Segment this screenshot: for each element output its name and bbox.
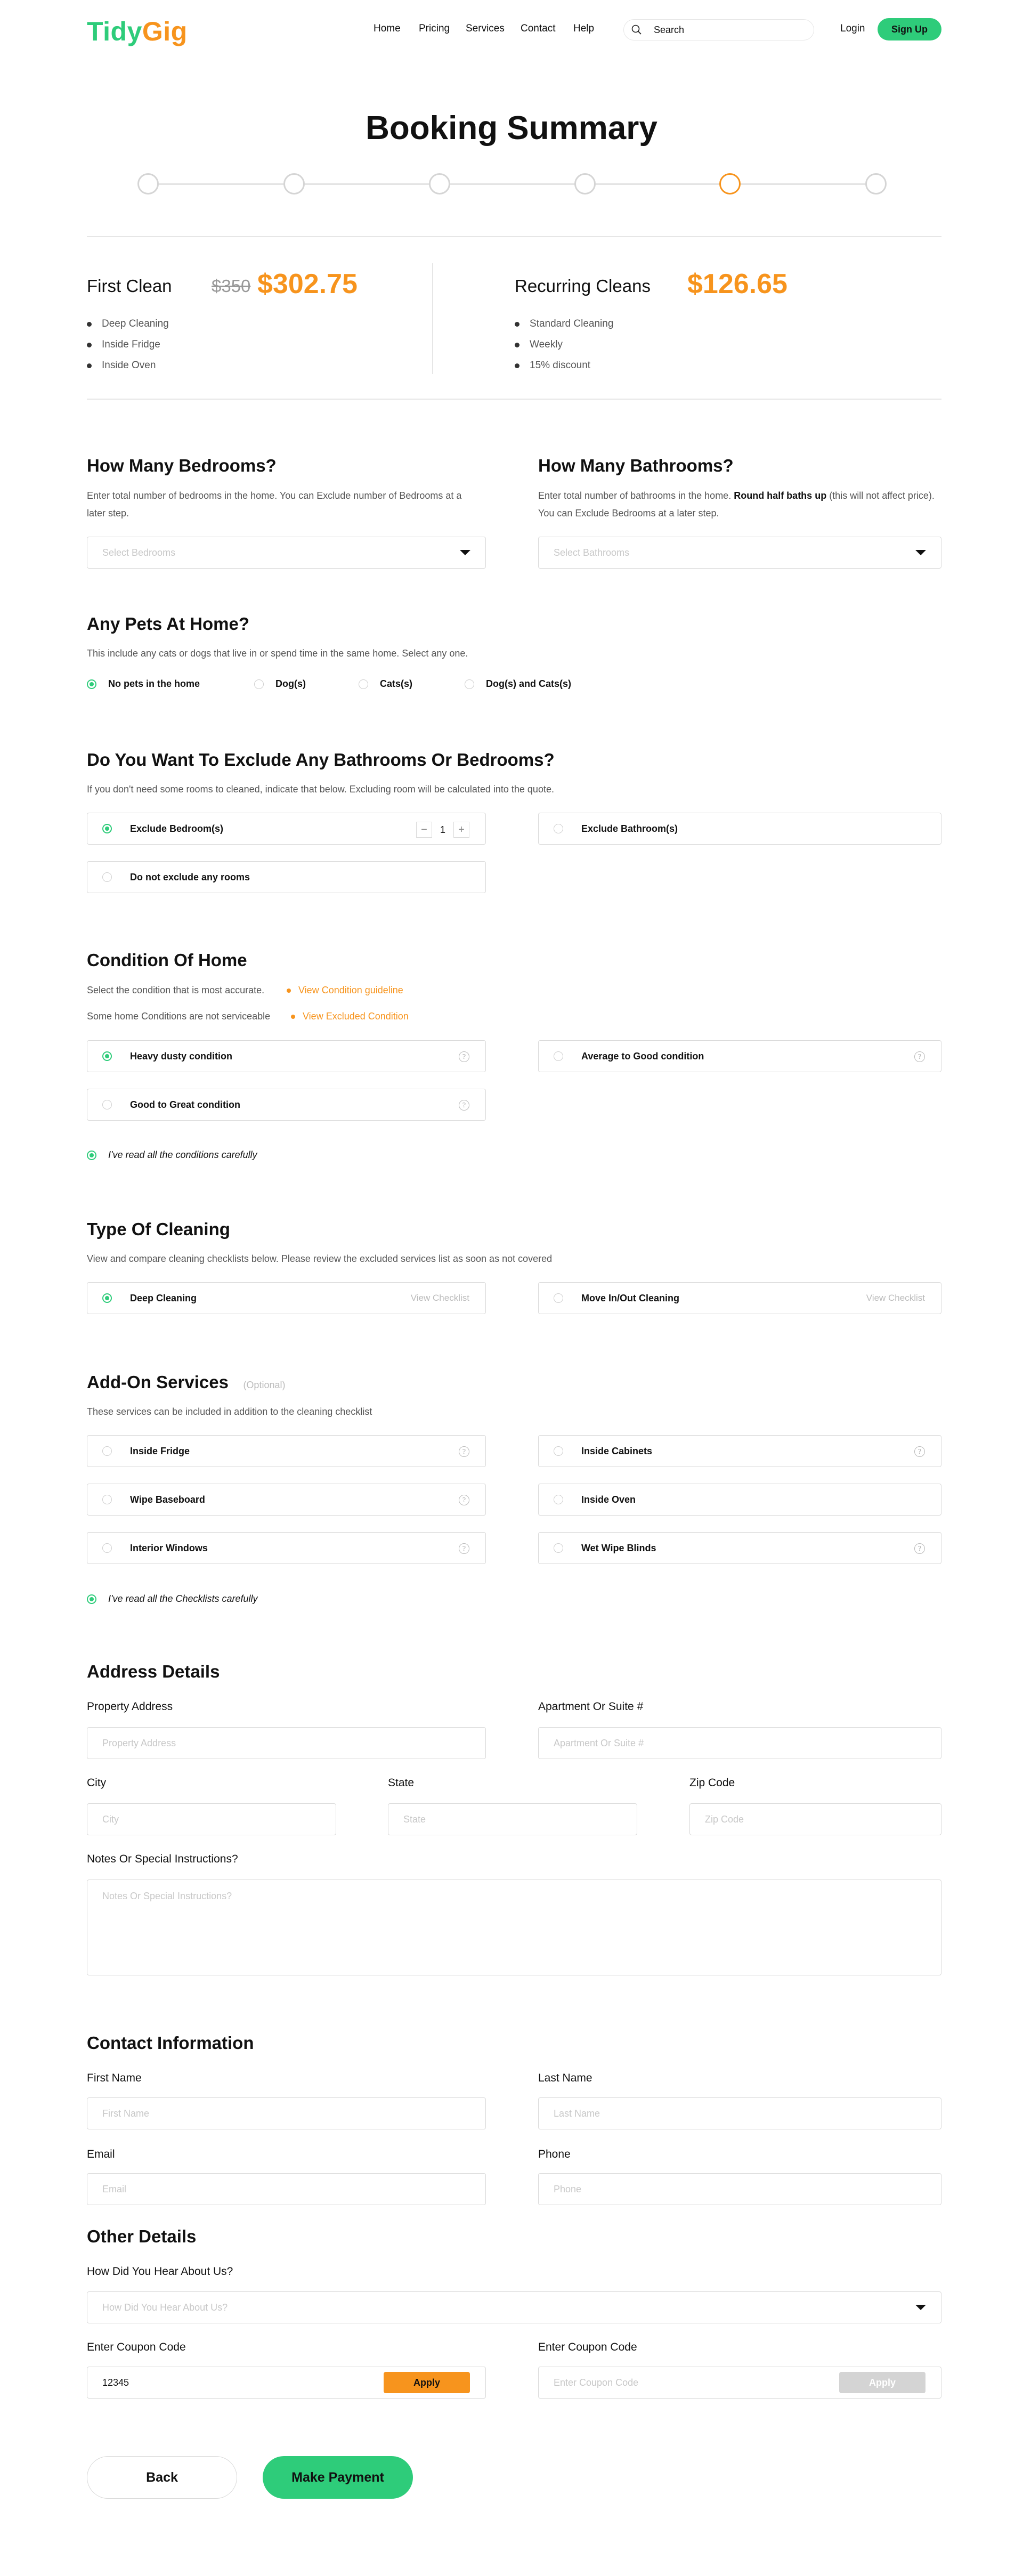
exclude-bathroom-option[interactable]	[538, 813, 941, 845]
exclude-bathroom-label: Exclude Bathroom(s)	[581, 823, 678, 834]
step-3	[429, 173, 450, 195]
info-icon[interactable]: ?	[914, 1446, 925, 1457]
radio	[465, 679, 474, 689]
search-box[interactable]	[623, 19, 814, 40]
recurring-price: $126.65	[687, 269, 787, 299]
nav-services[interactable]: Services	[466, 23, 505, 34]
bedrooms-desc: Enter total number of bedrooms in the home. You can Exclude number of Bedrooms at a later step.	[87, 490, 462, 519]
info-icon[interactable]: ?	[459, 1543, 469, 1554]
radio	[554, 824, 563, 833]
progress-line	[149, 183, 884, 185]
cleaning-type-desc: View and compare cleaning checklists below. Please review the excluded services list as soon as not covered	[87, 1253, 553, 1264]
state-label: State	[388, 1777, 415, 1789]
addon-inside-fridge[interactable]	[87, 1435, 486, 1467]
addon-label: Inside Fridge	[130, 1445, 190, 1456]
cleaning-option-label: Move In/Out Cleaning	[581, 1292, 680, 1303]
first-name-input[interactable]	[87, 2097, 486, 2129]
step-6	[865, 173, 887, 195]
radio-selected	[102, 1293, 112, 1303]
hear-select[interactable]	[87, 2291, 941, 2323]
condition-line-1: Select the condition that is most accurate.	[87, 985, 265, 995]
info-icon[interactable]: ?	[459, 1495, 469, 1505]
other-title: Other Details	[87, 2226, 197, 2246]
info-icon[interactable]: ?	[459, 1100, 469, 1111]
radio-selected	[87, 1594, 96, 1604]
exclude-desc: If you don't need some rooms to cleaned, indicate that below. Excluding room will be calculated into the quote.	[87, 784, 554, 795]
addon-label: Wipe Baseboard	[130, 1494, 205, 1505]
chevron-down-icon	[460, 550, 470, 555]
recurring-item: 15% discount	[530, 360, 591, 371]
chevron-down-icon	[915, 2305, 926, 2310]
hear-select-placeholder: How Did You Hear About Us?	[102, 2302, 228, 2313]
page-title: Booking Summary	[366, 110, 657, 147]
cleaning-option-deep[interactable]	[87, 1282, 486, 1314]
info-icon[interactable]: ?	[459, 1051, 469, 1062]
bullet-icon	[287, 989, 291, 993]
email-input[interactable]	[87, 2173, 486, 2205]
contact-title: Contact Information	[87, 2033, 254, 2053]
apartment-input[interactable]	[538, 1727, 941, 1759]
radio	[102, 1446, 112, 1456]
logo-part-2: Gig	[142, 17, 188, 46]
bedroom-stepper	[416, 822, 469, 838]
condition-option-label: Heavy dusty condition	[130, 1050, 233, 1062]
property-address-input[interactable]	[87, 1727, 486, 1759]
hear-label: How Did You Hear About Us?	[87, 2265, 233, 2278]
addon-wet-wipe-blinds[interactable]	[538, 1532, 941, 1564]
addons-confirm[interactable]: I've read all the Checklists carefully	[87, 1593, 258, 1605]
addon-label: Wet Wipe Blinds	[581, 1542, 656, 1553]
addon-label: Inside Oven	[581, 1494, 636, 1505]
back-button[interactable]: Back	[87, 2456, 237, 2499]
bedrooms-title: How Many Bedrooms?	[87, 456, 277, 475]
radio-selected	[102, 824, 112, 833]
notes-textarea[interactable]	[87, 1880, 941, 1975]
logo-part-1: Tidy	[87, 17, 142, 46]
step-2	[283, 173, 305, 195]
logo[interactable]	[87, 16, 188, 47]
condition-option-label: Good to Great condition	[130, 1099, 240, 1110]
info-icon[interactable]: ?	[459, 1446, 469, 1457]
radio	[554, 1446, 563, 1456]
step-1	[137, 173, 159, 195]
first-clean-price: $302.75	[257, 269, 358, 299]
exclude-title: Do You Want To Exclude Any Bathrooms Or Bedrooms?	[87, 750, 555, 769]
exclude-bedroom-label: Exclude Bedroom(s)	[130, 823, 224, 834]
condition-guideline-link[interactable]: View Condition guideline	[287, 985, 403, 996]
cleaning-option-label: Deep Cleaning	[130, 1292, 197, 1303]
nav-help[interactable]: Help	[573, 23, 595, 34]
addon-interior-windows[interactable]	[87, 1532, 486, 1564]
search-icon	[631, 25, 642, 35]
excluded-condition-link[interactable]: View Excluded Condition	[291, 1011, 409, 1022]
cleaning-type-title: Type Of Cleaning	[87, 1219, 230, 1239]
recurring-title: Recurring Cleans	[515, 276, 651, 296]
view-checklist-link[interactable]: View Checklist	[410, 1293, 469, 1303]
stepper-plus-button[interactable]: +	[453, 822, 469, 838]
radio	[554, 1543, 563, 1553]
notes-label: Notes Or Special Instructions?	[87, 1853, 238, 1865]
radio-selected	[87, 679, 96, 689]
first-name-label: First Name	[87, 2072, 142, 2084]
radio	[254, 679, 264, 689]
chevron-down-icon	[915, 550, 926, 555]
pet-option-dogs[interactable]: Dog(s)	[254, 678, 306, 690]
bathrooms-select-placeholder: Select Bathrooms	[554, 547, 630, 558]
zip-input[interactable]	[689, 1803, 941, 1835]
condition-option-heavy[interactable]	[87, 1040, 486, 1072]
city-input[interactable]	[87, 1803, 336, 1835]
zip-label: Zip Code	[689, 1777, 735, 1789]
addon-inside-oven[interactable]	[538, 1484, 941, 1516]
city-label: City	[87, 1777, 107, 1789]
apartment-label: Apartment Or Suite #	[538, 1700, 644, 1713]
recurring-item: Standard Cleaning	[530, 318, 614, 329]
login-link[interactable]: Login	[840, 23, 865, 34]
info-icon[interactable]: ?	[914, 1543, 925, 1554]
first-clean-item: Deep Cleaning	[102, 318, 169, 329]
view-checklist-link[interactable]: View Checklist	[866, 1293, 925, 1303]
stepper-minus-button[interactable]: −	[416, 822, 432, 838]
coupon-field-empty	[538, 2367, 941, 2399]
bedrooms-select[interactable]	[87, 537, 486, 569]
bathrooms-title: How Many Bathrooms?	[538, 456, 734, 475]
addon-label: Interior Windows	[130, 1542, 208, 1553]
last-name-input[interactable]	[538, 2097, 941, 2129]
search-input[interactable]	[654, 25, 808, 36]
addons-desc: These services can be included in addition to the cleaning checklist	[87, 1406, 372, 1417]
exclude-bedroom-option[interactable]	[87, 813, 486, 845]
bedrooms-select-placeholder: Select Bedrooms	[102, 547, 176, 558]
addons-optional: (Optional)	[243, 1380, 286, 1390]
email-label: Email	[87, 2148, 115, 2160]
signup-button[interactable]: Sign Up	[878, 18, 941, 40]
step-4	[574, 173, 596, 195]
addon-inside-cabinets[interactable]	[538, 1435, 941, 1467]
summary-divider	[432, 263, 433, 374]
coupon-label: Enter Coupon Code	[87, 2341, 186, 2353]
addon-wipe-baseboard[interactable]	[87, 1484, 486, 1516]
addons-title: Add-On Services (Optional)	[87, 1372, 286, 1392]
radio	[554, 1051, 563, 1061]
pet-option-cats[interactable]: Cats(s)	[359, 678, 412, 690]
condition-title: Condition Of Home	[87, 950, 247, 970]
exclude-none-option[interactable]	[87, 861, 486, 893]
condition-line-2: Some home Conditions are not serviceable	[87, 1011, 271, 1022]
apply-button-disabled[interactable]: Apply	[839, 2372, 925, 2393]
radio	[554, 1293, 563, 1303]
stepper-value: 1	[440, 824, 445, 835]
last-name-label: Last Name	[538, 2072, 592, 2084]
nav-contact[interactable]: Contact	[521, 23, 556, 34]
apply-button[interactable]: Apply	[384, 2372, 470, 2393]
pet-option-dogs-cats[interactable]: Dog(s) and Cats(s)	[465, 678, 571, 690]
recurring-item: Weekly	[530, 339, 563, 350]
cleaning-option-move[interactable]	[538, 1282, 941, 1314]
bathrooms-select[interactable]	[538, 537, 941, 569]
state-input[interactable]	[388, 1803, 637, 1835]
coupon-field-filled	[87, 2367, 486, 2399]
condition-confirm[interactable]: I've read all the conditions carefully	[87, 1149, 257, 1161]
first-clean-item: Inside Oven	[102, 360, 156, 371]
pet-option-none[interactable]: No pets in the home	[87, 678, 200, 690]
radio-selected	[87, 1151, 96, 1160]
radio	[102, 1543, 112, 1553]
bathrooms-desc: Enter total number of bathrooms in the home. Round half baths up (this will not affect price). You can Exclude Bedrooms at a later step.	[538, 490, 935, 519]
nav-home[interactable]: Home	[374, 23, 401, 34]
phone-label: Phone	[538, 2148, 571, 2160]
coupon-label: Enter Coupon Code	[538, 2341, 637, 2353]
first-clean-title: First Clean	[87, 276, 172, 296]
first-clean-item: Inside Fridge	[102, 339, 160, 350]
step-5-active	[719, 173, 741, 195]
radio	[102, 1100, 112, 1109]
pets-title: Any Pets At Home?	[87, 614, 249, 634]
radio	[102, 872, 112, 882]
make-payment-button[interactable]: Make Payment	[263, 2456, 413, 2499]
condition-option-good[interactable]	[87, 1089, 486, 1121]
condition-option-average[interactable]	[538, 1040, 941, 1072]
radio	[359, 679, 368, 689]
phone-input[interactable]	[538, 2173, 941, 2205]
divider	[87, 236, 941, 237]
bullet-icon	[291, 1015, 295, 1019]
property-address-label: Property Address	[87, 1700, 173, 1713]
radio	[102, 1495, 112, 1504]
addon-label: Inside Cabinets	[581, 1445, 653, 1456]
first-clean-old-price: $350	[212, 276, 251, 296]
pets-desc: This include any cats or dogs that live in or spend time in the same home. Select any one.	[87, 648, 468, 659]
exclude-none-label: Do not exclude any rooms	[130, 871, 250, 882]
radio	[554, 1495, 563, 1504]
divider	[87, 399, 941, 400]
condition-option-label: Average to Good condition	[581, 1050, 704, 1062]
nav-pricing[interactable]: Pricing	[419, 23, 450, 34]
info-icon[interactable]: ?	[914, 1051, 925, 1062]
radio-selected	[102, 1051, 112, 1061]
address-title: Address Details	[87, 1662, 220, 1681]
